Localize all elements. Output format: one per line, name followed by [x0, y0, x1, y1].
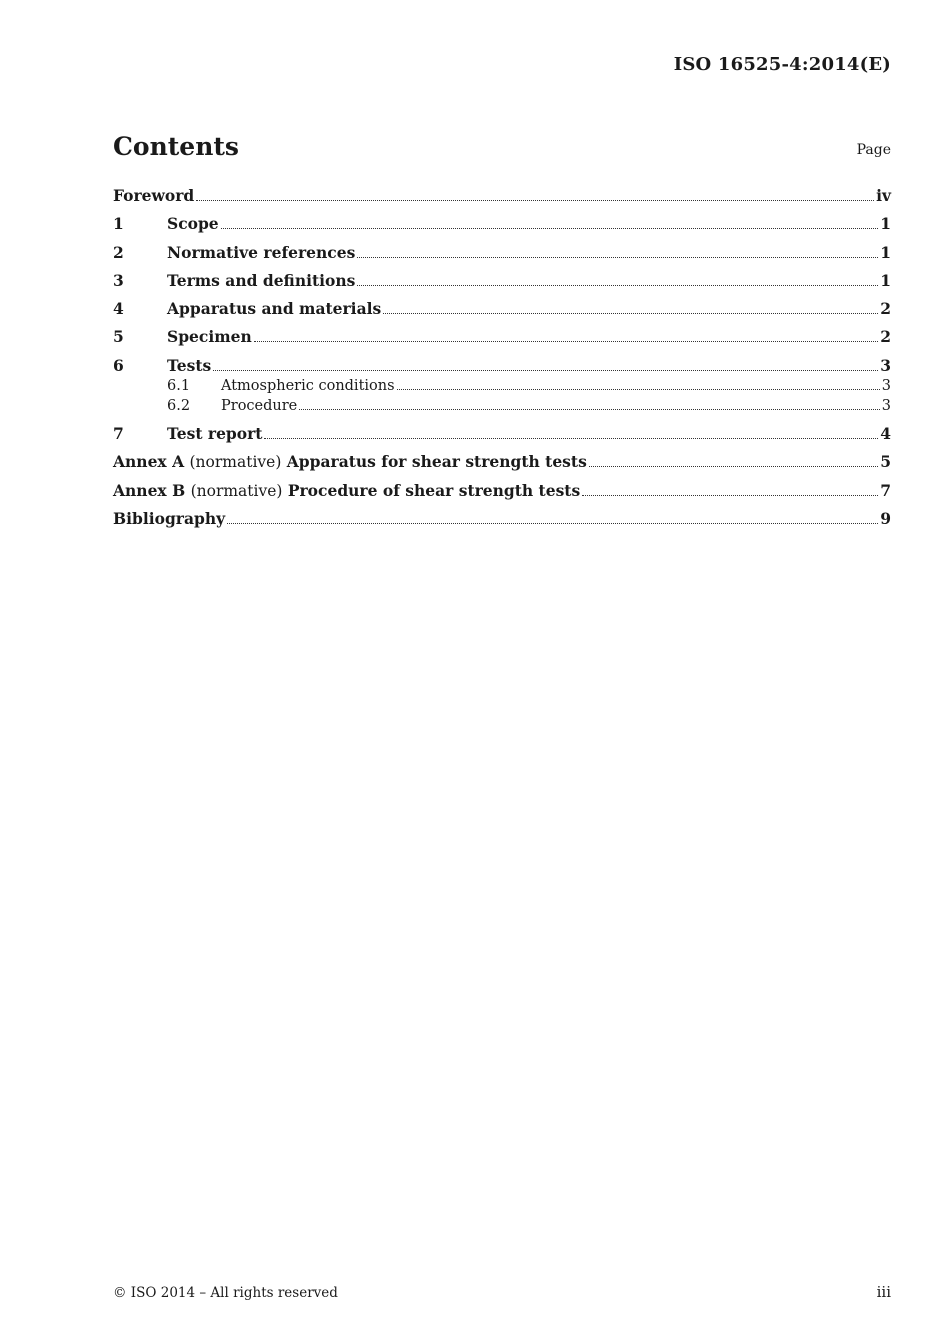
- toc-entry-test-report[interactable]: [113, 424, 891, 444]
- toc-entry-foreword[interactable]: [113, 186, 891, 206]
- toc-entry-annex-a[interactable]: [113, 452, 891, 472]
- toc-entry-number: 6.2: [167, 397, 191, 414]
- dot-leader: [254, 340, 878, 342]
- annex-status: (normative): [190, 481, 283, 500]
- dot-leader: [397, 388, 880, 390]
- toc-entry-page: iv: [876, 186, 891, 205]
- footer-page-number: iii: [876, 1283, 891, 1301]
- toc-entry-annex-b[interactable]: [113, 481, 891, 501]
- toc-entry-title: Procedure of shear strength tests: [287, 480, 581, 500]
- toc-entry-atmospheric-conditions[interactable]: [113, 376, 891, 396]
- footer-copyright: © ISO 2014 – All rights reserved: [113, 1285, 338, 1301]
- toc-entry-procedure[interactable]: [113, 396, 891, 416]
- toc-entry-title: Terms and definitions: [167, 270, 356, 290]
- dot-leader: [227, 522, 878, 524]
- dot-leader: [299, 408, 880, 410]
- dot-leader: [357, 284, 878, 286]
- toc-entry-number: 2: [113, 242, 124, 262]
- toc-entry-title: Tests: [167, 355, 212, 375]
- toc-entry-number: 7: [113, 424, 124, 444]
- document-id: ISO 16525-4:2014(E): [673, 54, 891, 75]
- toc-entry-page: 1: [880, 214, 891, 234]
- toc-entry-page: 5: [880, 452, 891, 472]
- toc-entry-title: Bibliography: [113, 508, 226, 528]
- toc-entry-page: 1: [880, 242, 891, 262]
- toc-entry-page: 3: [881, 377, 891, 394]
- toc-entry-tests[interactable]: [113, 356, 891, 376]
- toc-entry-title: Specimen: [167, 327, 252, 347]
- toc-entry-normative-references[interactable]: [113, 243, 891, 263]
- toc-entry-page: 4: [880, 424, 891, 444]
- dot-leader: [582, 494, 878, 496]
- toc-entry-title: Normative references: [167, 242, 356, 262]
- toc-entry-title: Procedure: [221, 397, 298, 414]
- toc-entry-number: 4: [113, 299, 124, 319]
- toc-entry-title: Apparatus and materials: [167, 299, 382, 319]
- dot-leader: [221, 227, 879, 229]
- dot-leader: [196, 199, 874, 201]
- toc-entry-number: 3: [113, 270, 124, 290]
- toc-entry-number: 1: [113, 214, 124, 234]
- toc-entry-page: 1: [880, 270, 891, 290]
- annex-label: Annex B: [113, 480, 186, 500]
- dot-leader: [383, 312, 878, 314]
- toc-entry-page: 3: [881, 397, 891, 414]
- annex-status: (normative): [189, 453, 282, 472]
- toc-entry-specimen[interactable]: [113, 327, 891, 347]
- toc-entry-title: Test report: [167, 424, 263, 444]
- toc-entry-number: 6.1: [167, 377, 191, 394]
- toc-entry-title: Apparatus for shear strength tests: [286, 452, 587, 472]
- toc-entry-scope[interactable]: [113, 214, 891, 234]
- toc-entry-number: 5: [113, 327, 124, 347]
- toc-entry-title: Atmospheric conditions: [221, 377, 395, 394]
- toc-entry-page: 9: [880, 508, 891, 528]
- toc-entry-title: Foreword: [113, 186, 195, 205]
- toc-entry-terms-and-definitions[interactable]: [113, 271, 891, 291]
- dot-leader: [589, 465, 878, 467]
- toc-entry-page: 2: [880, 299, 891, 319]
- toc-entry-page: 7: [880, 480, 891, 500]
- table-of-contents: [113, 186, 891, 529]
- page-column-label: Page: [856, 142, 891, 158]
- toc-entry-page: 3: [880, 355, 891, 375]
- toc-entry-title: Scope: [167, 214, 219, 234]
- toc-entry-bibliography[interactable]: [113, 509, 891, 529]
- dot-leader: [264, 437, 878, 439]
- dot-leader: [213, 369, 878, 371]
- annex-label: Annex A: [113, 452, 185, 472]
- dot-leader: [357, 256, 878, 258]
- toc-entry-number: 6: [113, 355, 124, 375]
- toc-entry-apparatus-and-materials[interactable]: [113, 299, 891, 319]
- contents-heading: Contents: [113, 132, 240, 161]
- toc-entry-page: 2: [880, 327, 891, 347]
